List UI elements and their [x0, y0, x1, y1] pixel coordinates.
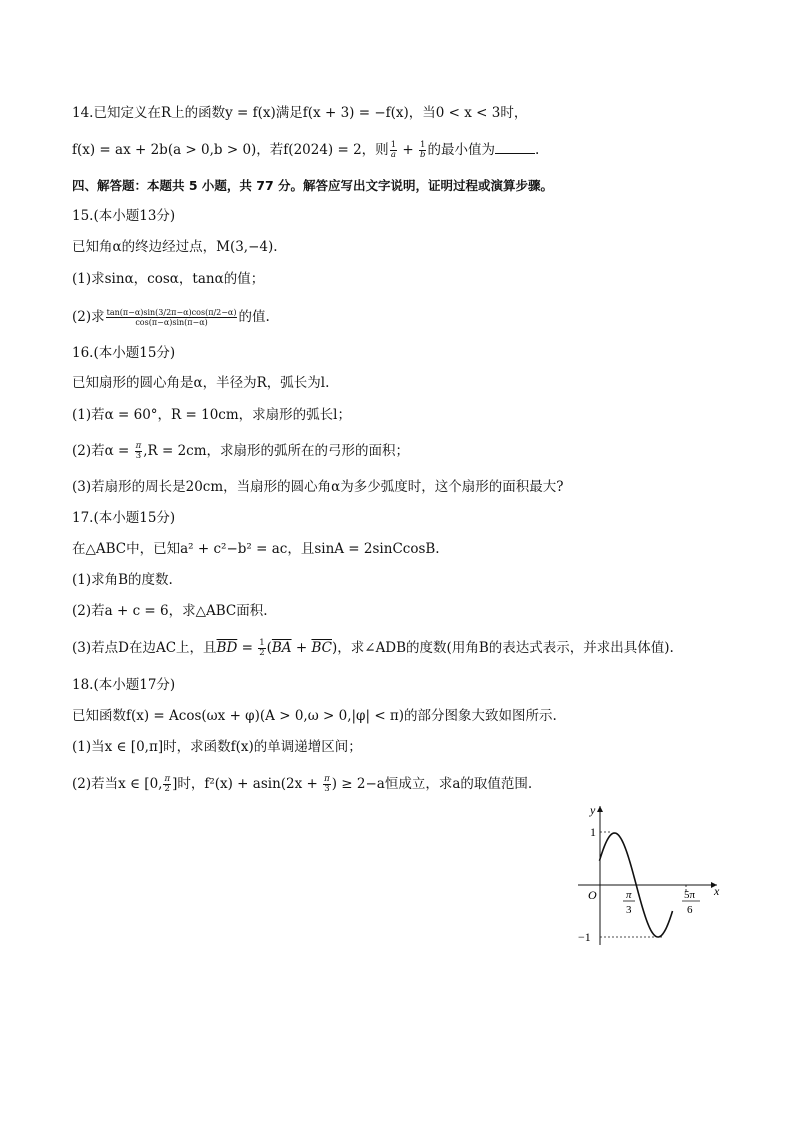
q15-part2 [72, 308, 270, 327]
equals-sign: = [237, 640, 258, 656]
q18-stem: 已知函数f(x) = Acos(ωx + φ)(A > 0,ω > 0,|φ| < π)的部分图象大致如图所示. [72, 708, 557, 724]
q17-part2: (2)若a + c = 6，求△ABC面积. [72, 603, 268, 619]
q15-stem: 已知角α的终边经过点，M(3,−4). [72, 239, 278, 255]
x-tick-5pi-6-den: 6 [687, 904, 693, 916]
q16-part3: (3)若扇形的周长是20cm，当扇形的圆心角α为多少弧度时，这个扇形的面积最大? [72, 479, 564, 495]
q18-part2-middle: ]时，f²(x) + asin(2x + [172, 776, 323, 792]
q18-header: 18.(本小题17分) [72, 677, 176, 693]
vector-ba: $\overline{BA}$ [271, 640, 292, 656]
q14-frac-1-over-b: $\frac{1}{b}$ [420, 140, 426, 160]
q15-part2-prefix: (2)求 [72, 309, 105, 325]
q17-part3 [72, 639, 674, 658]
q16-frac-pi-over-3: $\frac{\pi}{3}$ [135, 441, 142, 461]
q17-header: 17.(本小题15分) [72, 510, 176, 526]
q15-header: 15.(本小题13分) [72, 208, 176, 224]
q18-part2-suffix: ) ≥ 2−a恒成立，求a的取值范围. [331, 776, 533, 792]
q17-part1: (1)求角B的度数. [72, 572, 173, 588]
q17-frac-half: $\frac{1}{2}$ [259, 638, 265, 658]
period: . [534, 142, 540, 158]
q18-frac-pi-over-2: $\frac{\pi}{2}$ [164, 774, 171, 794]
y-axis-label: y [590, 803, 596, 817]
origin-label: O [588, 888, 597, 902]
q16-part1: (1)若α = 60°，R = 10cm，求扇形的弧长l； [72, 407, 351, 423]
q16-part2-suffix: ,R = 2cm，求扇形的弧所在的弓形的面积； [143, 443, 410, 459]
q15-part1: (1)求sinα，cosα，tanα的值； [72, 271, 265, 287]
q18-part1: (1)当x ∈ [0,π]时，求函数f(x)的单调递增区间； [72, 739, 362, 755]
open-paren: ( [266, 640, 272, 656]
q15-part2-suffix: 的值. [238, 309, 270, 325]
q14-frac-1-over-a: $\frac{1}{a}$ [390, 140, 397, 160]
q18-part2-prefix: (2)若当x ∈ [0, [72, 776, 163, 792]
x-axis-label: x [714, 884, 720, 898]
q14-line2-a: f(x) = ax + 2b(a > 0,b > 0)，若f(2024) = 2，则 [72, 142, 389, 158]
q17-part3-suffix: )，求∠ADB的度数(用角B的表达式表示，并求出具体值). [331, 640, 674, 656]
q15-expression-fraction: $\frac{\tan(\pi-\alpha)\sin(3/2\pi-\alpha)\cos(\pi/2-\alpha)}{\cos(\pi-\alpha)\sin(\pi-\alpha)}$ [106, 308, 237, 327]
x-tick-5pi-6-num: 5π [684, 889, 696, 901]
q14-line2 [72, 140, 539, 160]
vector-bc: $\overline{BC}$ [311, 640, 332, 656]
q17-part3-prefix: (3)若点D在边AC上，且 [72, 640, 217, 656]
q17-stem: 在△ABC中，已知a² + c²−b² = ac，且sinA = 2sinCcosB. [72, 541, 440, 557]
vector-bd: $\overline{BD}$ [216, 640, 238, 656]
y-tick-1: 1 [590, 825, 596, 839]
q14-line1: 14.已知定义在R上的函数y = f(x)满足f(x + 3) = −f(x)，当0 < x < 3时， [72, 105, 528, 121]
plus-sign: + [398, 142, 419, 158]
section-4-heading: 四、解答题：本题共 5 小题，共 77 分。解答应写出文字说明，证明过程或演算步骤。 [72, 178, 554, 193]
x-tick-pi-3-den: 3 [626, 904, 632, 916]
q16-header: 16.(本小题15分) [72, 345, 176, 361]
q18-part2 [72, 775, 532, 794]
q18-frac-pi-over-3: $\frac{\pi}{3}$ [324, 774, 330, 794]
q16-part2 [72, 442, 409, 461]
q16-stem: 已知扇形的圆心角是α，半径为R，弧长为l. [72, 375, 330, 391]
x-tick-pi-3-num: π [626, 889, 632, 901]
y-tick-neg1: −1 [578, 930, 591, 944]
answer-blank[interactable] [495, 140, 535, 154]
plus-sign: + [291, 640, 312, 656]
function-graph [572, 800, 732, 955]
q16-part2-prefix: (2)若α = [72, 443, 134, 459]
q14-line2-b: 的最小值为 [427, 142, 495, 158]
